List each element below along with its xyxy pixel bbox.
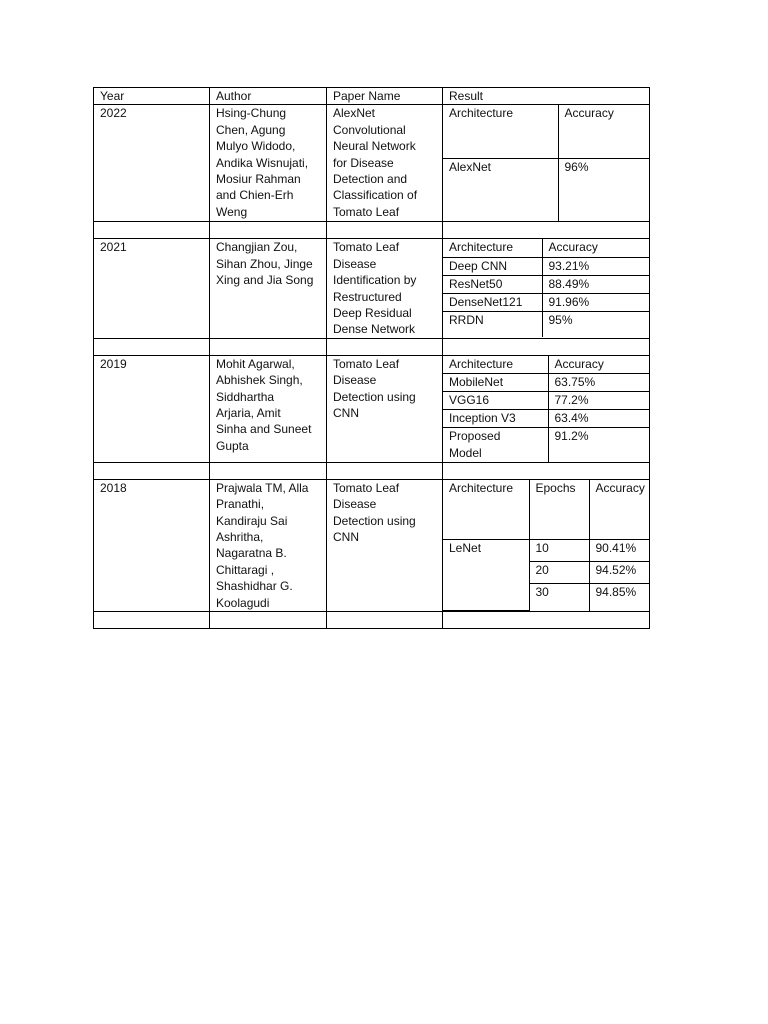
spacer-row bbox=[94, 612, 650, 629]
result-header-row bbox=[443, 356, 649, 374]
result-row bbox=[443, 158, 649, 221]
architecture-cell: DenseNet121 bbox=[443, 293, 542, 311]
result-table bbox=[443, 356, 649, 462]
accuracy-cell: 88.49% bbox=[542, 275, 649, 293]
paper-name-text: Tomato Leaf Disease Identification by Restructured Deep Residual Dense Network bbox=[333, 240, 417, 337]
result-row bbox=[443, 374, 649, 392]
result-header-accuracy: Accuracy bbox=[558, 105, 649, 158]
result-table bbox=[443, 480, 649, 612]
author-cell bbox=[210, 479, 327, 612]
year-cell: 2018 bbox=[94, 479, 210, 612]
architecture-cell: VGG16 bbox=[443, 392, 548, 410]
table-row bbox=[94, 355, 650, 462]
spacer-row bbox=[94, 462, 650, 479]
paper-name-text: AlexNet Convolutional Neural Network for Disease Detection and Classification of Tomato Leaf bbox=[333, 106, 418, 219]
result-header-architecture: Architecture bbox=[443, 239, 542, 257]
architecture-text: Proposed Model bbox=[449, 429, 501, 460]
result-header-accuracy: Accuracy bbox=[548, 356, 649, 374]
table-row bbox=[94, 239, 650, 338]
author-text: Hsing-Chung Chen, Agung Mulyo Widodo, Andika Wisnujati, Mosiur Rahman and Chien-Erh Weng bbox=[216, 106, 309, 219]
accuracy-cell: 94.52% bbox=[589, 562, 649, 584]
accuracy-cell: 94.85% bbox=[589, 584, 649, 611]
paper-name-cell bbox=[327, 239, 443, 338]
epochs-cell: 20 bbox=[529, 562, 589, 584]
accuracy-cell: 91.96% bbox=[542, 293, 649, 311]
result-row bbox=[443, 293, 649, 311]
spacer-row bbox=[94, 222, 650, 239]
result-row bbox=[443, 540, 649, 562]
architecture-cell: Inception V3 bbox=[443, 410, 548, 428]
header-year: Year bbox=[94, 88, 210, 105]
paper-name-cell bbox=[327, 479, 443, 612]
result-header-accuracy: Accuracy bbox=[542, 239, 649, 257]
result-header-architecture: Architecture bbox=[443, 480, 529, 540]
author-text: Changjian Zou, Sihan Zhou, Jinge Xing and Jia Song bbox=[216, 240, 314, 288]
result-cell bbox=[443, 239, 650, 338]
architecture-cell: LeNet bbox=[443, 540, 529, 611]
header-author: Author bbox=[210, 88, 327, 105]
literature-table bbox=[93, 87, 650, 629]
author-text: Mohit Agarwal, Abhishek Singh, Siddhartha Arjaria, Amit Sinha and Suneet Gupta bbox=[216, 356, 312, 453]
table-row bbox=[94, 105, 650, 222]
author-cell bbox=[210, 239, 327, 338]
result-header-epochs: Epochs bbox=[529, 480, 589, 540]
result-row bbox=[443, 410, 649, 428]
accuracy-cell: 95% bbox=[542, 311, 649, 337]
result-table bbox=[443, 239, 649, 337]
architecture-cell: RRDN bbox=[443, 311, 542, 337]
accuracy-cell: 91.2% bbox=[548, 428, 649, 462]
accuracy-cell: 90.41% bbox=[589, 540, 649, 562]
result-row bbox=[443, 392, 649, 410]
result-header-accuracy: Accuracy bbox=[589, 480, 649, 540]
epochs-cell: 10 bbox=[529, 540, 589, 562]
spacer-row bbox=[94, 338, 650, 355]
accuracy-cell: 93.21% bbox=[542, 257, 649, 275]
result-header-row bbox=[443, 105, 649, 158]
paper-name-text: Tomato Leaf Disease Detection using CNN bbox=[333, 480, 416, 545]
architecture-cell: Deep CNN bbox=[443, 257, 542, 275]
result-header-row bbox=[443, 239, 649, 257]
year-cell: 2019 bbox=[94, 355, 210, 462]
result-row bbox=[443, 428, 649, 462]
result-cell bbox=[443, 355, 650, 462]
author-text: Prajwala TM, Alla Pranathi, Kandiraju Sai Ashritha, Nagaratna B. Chittaragi , Shashidhar G. Koolagudi bbox=[216, 480, 309, 610]
result-header-architecture: Architecture bbox=[443, 105, 558, 158]
epochs-cell: 30 bbox=[529, 584, 589, 611]
table-row bbox=[94, 479, 650, 612]
paper-name-cell bbox=[327, 355, 443, 462]
result-cell bbox=[443, 105, 650, 222]
result-row bbox=[443, 257, 649, 275]
result-row bbox=[443, 311, 649, 337]
accuracy-cell: 63.4% bbox=[548, 410, 649, 428]
year-cell: 2021 bbox=[94, 239, 210, 338]
accuracy-cell: 63.75% bbox=[548, 374, 649, 392]
author-cell bbox=[210, 355, 327, 462]
result-table bbox=[443, 105, 649, 221]
result-header-row bbox=[443, 480, 649, 540]
accuracy-cell: 77.2% bbox=[548, 392, 649, 410]
paper-name-text: Tomato Leaf Disease Detection using CNN bbox=[333, 356, 416, 421]
architecture-cell: ResNet50 bbox=[443, 275, 542, 293]
year-cell: 2022 bbox=[94, 105, 210, 222]
result-row bbox=[443, 275, 649, 293]
table-header-row bbox=[94, 88, 650, 105]
author-cell bbox=[210, 105, 327, 222]
architecture-cell: AlexNet bbox=[443, 158, 558, 221]
header-result: Result bbox=[443, 88, 650, 105]
architecture-cell bbox=[443, 428, 548, 462]
result-header-architecture: Architecture bbox=[443, 356, 548, 374]
header-paper-name: Paper Name bbox=[327, 88, 443, 105]
accuracy-cell: 96% bbox=[558, 158, 649, 221]
result-cell bbox=[443, 479, 650, 612]
architecture-cell: MobileNet bbox=[443, 374, 548, 392]
paper-name-cell bbox=[327, 105, 443, 222]
